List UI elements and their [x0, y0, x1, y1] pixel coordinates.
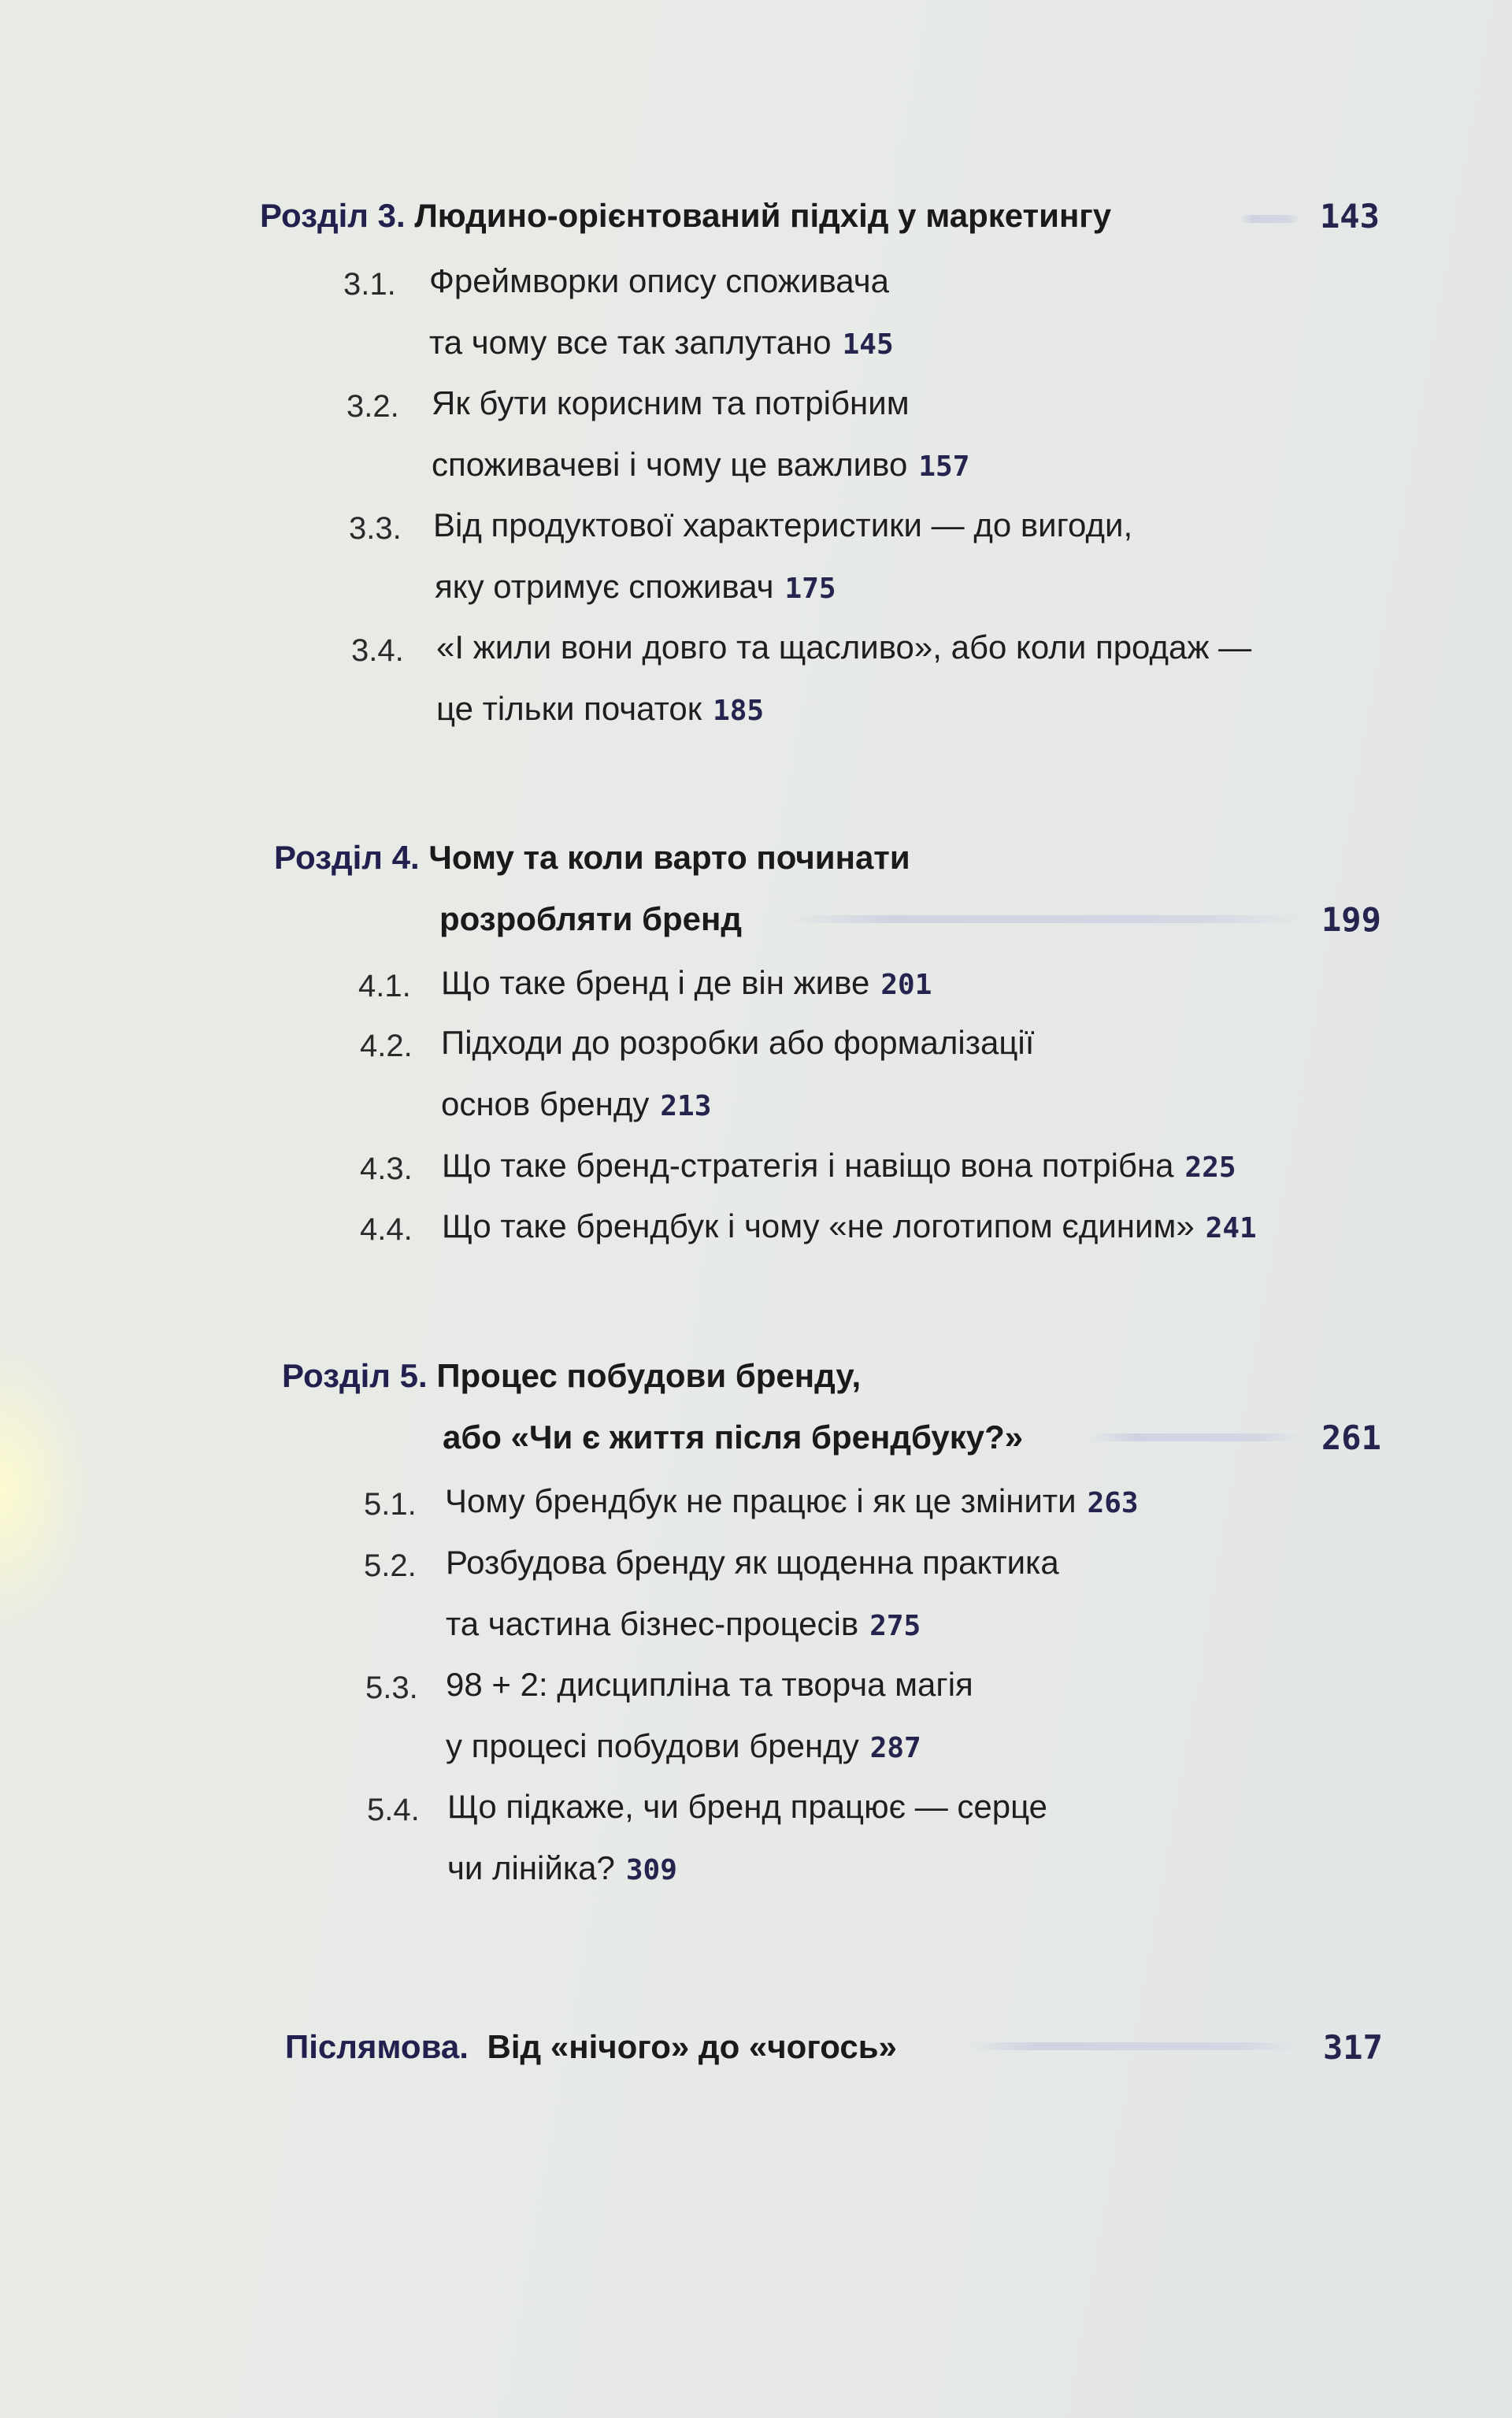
section-5-4-number: 5.4.: [367, 1793, 420, 1827]
chapter-3-leader: [1240, 215, 1299, 223]
section-3-4-number: 3.4.: [351, 633, 404, 668]
section-4-3-number: 4.3.: [360, 1152, 413, 1186]
section-3-3-page: 175: [784, 573, 836, 605]
section-3-1-page: 145: [842, 328, 894, 361]
section-5-1-number: 5.1.: [364, 1487, 417, 1522]
chapter-3-title-line-1: Людино-орієнтований підхід у маркетингу: [414, 197, 1112, 234]
section-3-3-line-1: Від продуктової характеристики — до вигоди,: [433, 506, 1133, 543]
chapter-5-label: Розділ 5.: [282, 1357, 428, 1394]
section-4-2-number: 4.2.: [360, 1029, 413, 1063]
afterword-title-text: Від «нічого» до «чогось»: [487, 2028, 897, 2065]
section-5-3-line-2: у процесі побудови бренду 287: [446, 1727, 921, 1764]
afterword-page: 317: [1323, 2028, 1383, 2067]
chapter-4-title-line-1: Чому та коли варто починати: [428, 839, 910, 876]
section-5-4-line-1: Що підкаже, чи бренд працює — серце: [447, 1788, 1048, 1825]
section-4-1-page: 201: [880, 969, 932, 1001]
section-3-4-line-1: «І жили вони довго та щасливо», або коли продаж —: [436, 629, 1252, 666]
section-4-1-line-1: Що таке бренд і де він живе 201: [441, 964, 932, 1001]
chapter-5-title: [282, 1357, 861, 1395]
section-3-2-page: 157: [918, 451, 970, 483]
section-5-2-number: 5.2.: [364, 1548, 417, 1583]
chapter-4-page: 199: [1321, 900, 1381, 939]
section-3-2-line-1: Як бути корисним та потрібним: [432, 384, 910, 421]
section-5-1-page: 263: [1087, 1487, 1139, 1519]
section-5-4-page: 309: [625, 1854, 677, 1886]
chapter-3-page: 143: [1320, 197, 1380, 235]
section-3-4-line-2: це тільки початок 185: [436, 690, 765, 727]
section-3-3-number: 3.3.: [349, 511, 402, 546]
section-4-2-line-2: основ бренду 213: [441, 1085, 712, 1122]
section-5-3-number: 5.3.: [365, 1671, 418, 1705]
chapter-5-leader: [1091, 1433, 1299, 1441]
section-3-1-number: 3.1.: [343, 267, 396, 302]
chapter-4-leader: [788, 915, 1299, 923]
section-5-1-line-1: Чому брендбук не працює і як це змінити 263: [445, 1482, 1139, 1519]
section-5-3-page: 287: [869, 1732, 921, 1764]
chapter-5-title-line-2: або «Чи є життя після брендбуку?»: [443, 1419, 1024, 1456]
afterword-leader: [969, 2042, 1299, 2050]
chapter-4-label: Розділ 4.: [274, 839, 420, 876]
chapter-5-title-line-1: Процес побудови бренду,: [436, 1357, 862, 1394]
section-5-2-line-2: та частина бізнес-процесів 275: [446, 1605, 921, 1642]
section-3-2-number: 3.2.: [346, 389, 399, 424]
section-5-2-line-1: Розбудова бренду як щоденна практика: [446, 1544, 1059, 1581]
section-4-4-line-1: Що таке брендбук і чому «не логотипом єдиним» 241: [442, 1207, 1257, 1244]
section-4-2-page: 213: [660, 1090, 712, 1122]
chapter-3-title: [260, 197, 1111, 235]
chapter-5-page: 261: [1321, 1419, 1381, 1457]
section-3-1-line-2: та чому все так заплутано 145: [429, 324, 894, 361]
section-4-4-page: 241: [1205, 1212, 1257, 1244]
section-3-4-page: 185: [713, 695, 765, 727]
section-4-3-page: 225: [1184, 1152, 1236, 1184]
section-3-2-line-2: споживачеві і чому це важливо 157: [432, 446, 970, 483]
section-5-3-line-1: 98 + 2: дисципліна та творча магія: [446, 1666, 973, 1703]
section-4-4-number: 4.4.: [360, 1212, 413, 1247]
section-4-1-number: 4.1.: [358, 969, 411, 1003]
afterword-label: Післямова.: [285, 2028, 469, 2065]
chapter-4-title: [274, 839, 910, 877]
section-4-2-line-1: Підходи до розробки або формалізації: [441, 1024, 1035, 1061]
afterword-title: [285, 2028, 897, 2066]
section-4-3-line-1: Що таке бренд-стратегія і навіщо вона потрібна 225: [442, 1147, 1236, 1184]
section-3-3-line-2: яку отримує споживач 175: [435, 568, 836, 605]
section-5-2-page: 275: [869, 1610, 921, 1642]
chapter-4-title-line-2: розробляти бренд: [439, 900, 743, 937]
section-5-4-line-2: чи лінійка? 309: [447, 1849, 677, 1886]
section-3-1-line-1: Фреймворки опису споживача: [429, 262, 889, 299]
chapter-3-label: Розділ 3.: [260, 197, 406, 234]
light-glare: [0, 1339, 94, 1638]
